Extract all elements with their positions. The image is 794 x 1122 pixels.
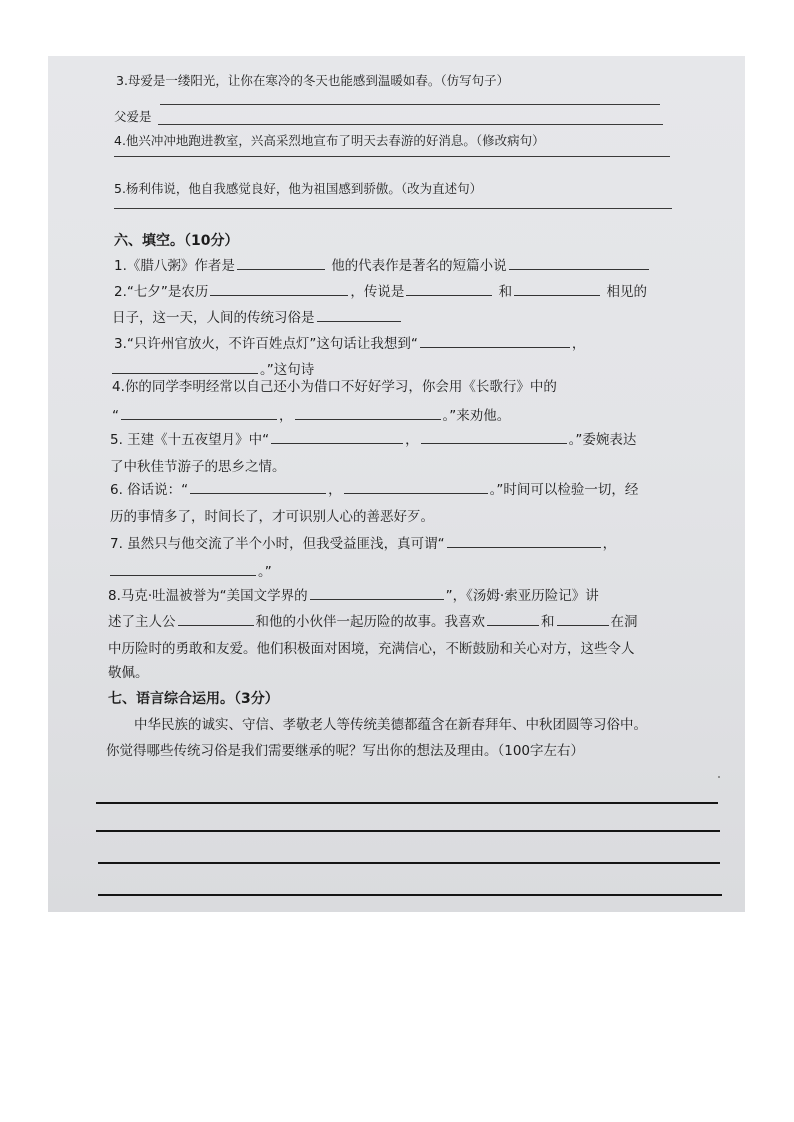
s6-q2-text-a: 2.“七夕”是农历 [114,284,209,300]
s7-writing-line-2[interactable] [96,830,720,832]
s6-q8-text-d: 和他的小伙伴一起历险的故事。我喜欢 [255,614,485,630]
s6-q5 [110,430,636,449]
s6-q2-text-d: 相见的 [606,284,647,300]
section6-heading: 六、填空。（10分） [114,233,239,249]
s6-q4-line1: 4.你的同学李明经常以自己还小为借口不好好学习，你会用《长歌行》中的 [112,379,557,395]
s6-q8-line3: 中历险时的勇敢和友爱。他们积极面对困境，充满信心，不断鼓励和关心对方，这些令人 [108,641,635,657]
s6-q2-blank-3[interactable] [514,282,600,296]
q5-3-prompt: 3.母爱是一缕阳光，让你在寒冷的冬天也能感到温暖如春。（仿写句子） [116,73,510,88]
s7-paragraph-line1: 中华民族的诚实、守信、孝敬老人等传统美德都蕴含在新春拜年、中秋团圆等习俗中。 [134,717,647,733]
s6-q2 [114,282,647,301]
s6-q8-text-a: 8.马克·吐温被誉为“美国文学界的 [108,588,308,604]
s7-writing-line-3[interactable] [98,862,720,864]
s6-q1 [114,256,651,275]
s6-q8-text-c: 述了主人公 [108,614,176,630]
s6-q8-text-f: 在洞 [610,614,638,630]
q5-5-prompt: 5.杨利伟说，他自我感觉良好，他为祖国感到骄傲。（改为直述句） [114,181,483,196]
s6-q2-line2-text: 日子，这一天，人间的传统习俗是 [112,310,315,326]
s6-q5-blank-2[interactable] [421,430,567,444]
s6-q6-blank-1[interactable] [190,480,326,494]
s6-q7-line2 [108,562,272,581]
s6-q4-text-c: 。”来劝他。 [442,408,511,424]
s6-q1-blank-1[interactable] [237,256,325,270]
s6-q8-line1 [108,586,599,605]
section7-heading: 七、语言综合运用。（3分） [108,691,279,707]
s6-q6-text-a: 6. 俗话说：“ [110,482,189,498]
s6-q7-text-a: 7. 虽然只与他交流了半个小时，但我受益匪浅，真可谓“ [110,536,445,552]
q5-3-answer-line-b[interactable] [158,124,663,125]
s6-q3-text-a: 3.“只许州官放火，不许百姓点灯”这句话让我想到“ [114,336,418,352]
s6-q1-text-b: 他的代表作是著名的短篇小说 [331,258,507,274]
s6-q6-blank-2[interactable] [344,480,488,494]
s6-q3-blank-1[interactable] [420,334,570,348]
s6-q5-text-b: ， [405,432,419,448]
s6-q8-line2 [108,612,638,631]
s6-q8-text-b: ”，《汤姆·索亚历险记》讲 [445,588,599,604]
q5-5-answer-line[interactable] [114,208,672,209]
s6-q7-text-b: ， [602,536,617,552]
s6-q6-text-b: ， [328,482,342,498]
s7-paragraph-line2: 你觉得哪些传统习俗是我们需要继承的呢？写出你的想法及理由。（100字左右） [106,743,585,759]
s6-q4-line2 [112,406,510,425]
s6-q3-blank-2[interactable] [112,360,258,374]
s6-q6 [110,480,638,499]
s6-q2-blank-4[interactable] [317,308,401,322]
s6-q5-text-a: 5. 王建《十五夜望月》中“ [110,432,270,448]
s6-q3-text-b: ， [571,336,586,352]
s6-q1-text-a: 1.《腊八粥》作者是 [114,258,235,274]
s6-q4-blank-1[interactable] [121,406,277,420]
s6-q8-line4: 敬佩。 [108,665,149,681]
s6-q3 [114,334,585,353]
s6-q7-text-c: 。” [258,564,272,580]
s6-q8-blank-4[interactable] [557,612,609,626]
s6-q7-blank-1[interactable] [447,534,601,548]
s6-q8-blank-3[interactable] [487,612,539,626]
worksheet-photo [48,56,745,912]
s6-q3-line2 [110,360,314,379]
s6-q6-line2: 历的事情多了，时间长了，才可识别人心的善恶好歹。 [110,509,434,525]
s7-writing-line-4[interactable] [98,894,722,896]
q5-4-prompt: 4.他兴冲冲地跑进教室，兴高采烈地宣布了明天去春游的好消息。（修改病句） [114,133,545,148]
s6-q5-blank-1[interactable] [271,430,403,444]
s6-q2-line2 [112,308,403,327]
q5-4-answer-line[interactable] [114,156,670,157]
s6-q6-text-c: 。”时间可以检验一切，经 [489,482,639,498]
q5-3-answer-line-a[interactable] [160,104,660,105]
s6-q2-text-c: 和 [498,284,513,300]
s7-writing-line-1[interactable] [96,802,718,804]
s6-q5-text-c: 。”委婉表达 [568,432,637,448]
speck [718,776,720,778]
s6-q4-text-a: “ [112,408,119,424]
s6-q2-blank-1[interactable] [210,282,348,296]
s6-q8-blank-2[interactable] [178,612,254,626]
s6-q2-text-b: ，传说是 [350,284,405,300]
s6-q4-blank-2[interactable] [295,406,441,420]
s6-q4-text-b: ， [279,408,293,424]
s6-q2-blank-2[interactable] [406,282,492,296]
s6-q8-blank-1[interactable] [310,586,444,600]
s6-q7 [110,534,616,553]
s6-q1-blank-2[interactable] [509,256,649,270]
s6-q3-text-c: 。”这句诗 [260,362,315,378]
s6-q8-text-e: 和 [541,614,555,630]
s6-q7-blank-2[interactable] [110,562,256,576]
s6-q5-line2: 了中秋佳节游子的思乡之情。 [110,459,286,475]
q5-3-answer-prefix: 父爱是 [114,109,152,124]
